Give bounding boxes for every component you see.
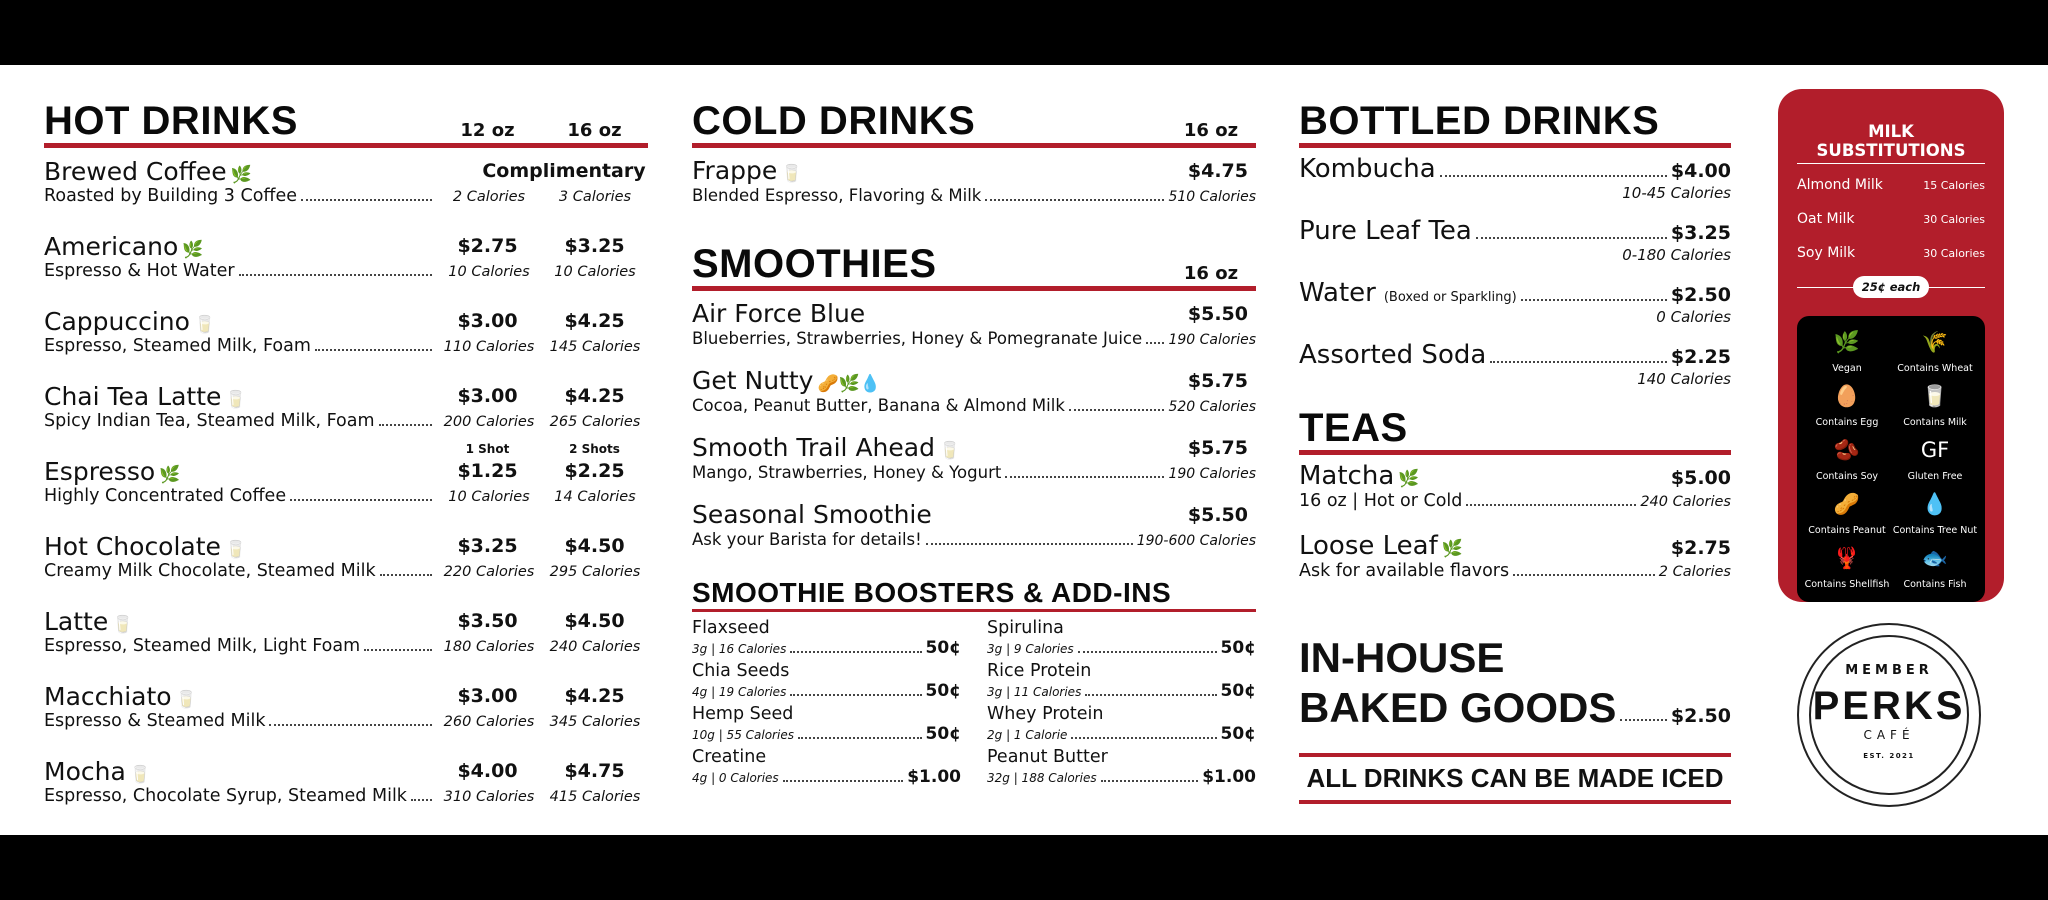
tea-item: [1299, 531, 1731, 601]
price-small: $3.50: [457, 610, 518, 632]
calories-large: 415 Calories: [549, 789, 641, 805]
item-name: Assorted Soda: [1299, 340, 1487, 370]
calories-small: 110 Calories: [443, 339, 535, 355]
smoothies-item: [692, 297, 1256, 364]
item-name: Pure Leaf Tea: [1299, 216, 1472, 246]
milk-title: MILK SUBSTITUTIONS: [1797, 119, 1985, 164]
dot-leader: [364, 649, 432, 651]
booster-name: Spirulina: [987, 618, 1064, 638]
booster-name: Rice Protein: [987, 661, 1092, 681]
price: $5.50: [1187, 303, 1248, 325]
smoothies-item: [692, 431, 1256, 498]
price: $4.75: [1187, 160, 1248, 182]
calories: 10-45 Calories: [1622, 184, 1731, 202]
vegan-icon: 🌿: [1398, 469, 1420, 489]
calories-large: 145 Calories: [549, 339, 641, 355]
calories-large: 240 Calories: [549, 639, 641, 655]
calories-large: 10 Calories: [554, 264, 636, 280]
item-name: Mocha: [44, 757, 126, 786]
vegan-icon: 🌿: [230, 165, 252, 185]
size-large-label: 16 oz: [567, 120, 622, 141]
price-small: $1.25: [457, 460, 518, 482]
item-description: Roasted by Building 3 Coffee: [44, 186, 298, 206]
item-description: Creamy Milk Chocolate, Steamed Milk: [44, 561, 376, 581]
price: $5.75: [1187, 370, 1248, 392]
hot-drink-item: [44, 679, 648, 754]
booster-item: [987, 618, 1256, 661]
item-name: Frappe: [692, 156, 778, 185]
legend-label: Contains Milk: [1903, 417, 1967, 428]
booster-calories: 3g | 16 Calories: [692, 642, 787, 656]
calories-small: 220 Calories: [443, 564, 535, 580]
price-large: $2.25: [564, 460, 625, 482]
dot-leader: [798, 737, 922, 739]
allergen-legend: [1797, 316, 1985, 602]
dot-leader: [1069, 409, 1165, 411]
dot-leader: [1005, 476, 1164, 478]
price: $5.50: [1187, 504, 1248, 526]
item-name: Kombucha: [1299, 154, 1436, 184]
legend-item: [1803, 490, 1891, 540]
booster-item: [692, 661, 961, 704]
legend-item: [1803, 328, 1891, 378]
iced-banner: ALL DRINKS CAN BE MADE ICED: [1299, 753, 1731, 804]
hot-drink-item: [44, 754, 648, 829]
tea-item: [1299, 461, 1731, 531]
legend-label: Gluten Free: [1907, 471, 1963, 482]
booster-price: $1.00: [907, 767, 961, 787]
item-description: Ask your Barista for details!: [692, 530, 922, 549]
vegan-icon: 🌿: [1833, 330, 1861, 354]
milk-icon: 🥛: [193, 315, 216, 335]
booster-calories: 3g | 11 Calories: [987, 685, 1082, 699]
milk-calories: 15 Calories: [1923, 178, 1985, 192]
milk-calories: 30 Calories: [1923, 212, 1985, 226]
booster-name: Peanut Butter: [987, 747, 1108, 767]
dot-leader: [790, 651, 921, 653]
menu-board: [0, 65, 2048, 835]
item-note: (Boxed or Sparkling): [1383, 290, 1517, 305]
item-description: Mango, Strawberries, Honey & Yogurt: [692, 463, 1002, 482]
booster-price: 50¢: [925, 638, 961, 658]
price-small: $3.25: [457, 535, 518, 557]
section-title: SMOOTHIES: [692, 242, 937, 286]
dot-leader: [1440, 175, 1667, 177]
item-description: Espresso, Chocolate Syrup, Steamed Milk: [44, 786, 407, 806]
booster-name: Hemp Seed: [692, 704, 794, 724]
vegan-icon: 🌿: [1441, 539, 1463, 559]
item-name: Americano: [44, 232, 179, 261]
dot-leader: [1101, 780, 1199, 782]
calories: 240 Calories: [1640, 494, 1731, 510]
section-title: BOTTLED DRINKS: [1299, 99, 1660, 143]
wheat-icon: 🌾: [1921, 330, 1949, 354]
dot-leader: [1513, 574, 1655, 576]
legend-label: Contains Peanut: [1808, 525, 1886, 536]
badge-name: PERKS: [1812, 684, 1966, 728]
booster-item: [692, 618, 961, 661]
legend-item: [1891, 382, 1979, 432]
booster-calories: 4g | 0 Calories: [692, 771, 779, 785]
dot-leader: [1521, 299, 1667, 301]
calories-small: 10 Calories: [448, 489, 530, 505]
legend-item: [1891, 490, 1979, 540]
dot-leader: [1085, 694, 1216, 696]
booster-name: Creatine: [692, 747, 767, 767]
shellfish-icon: 🦞: [1833, 546, 1861, 570]
booster-name: Whey Protein: [987, 704, 1104, 724]
milk-icon: 🥛: [225, 390, 247, 410]
booster-calories: 10g | 55 Calories: [692, 728, 794, 742]
item-name: Chai Tea Latte: [44, 382, 222, 411]
dot-leader: [315, 349, 432, 351]
legend-label: Contains Wheat: [1897, 363, 1973, 374]
booster-name: Flaxseed: [692, 618, 770, 638]
item-description: Highly Concentrated Coffee: [44, 486, 287, 506]
section-title: SMOOTHIE BOOSTERS & ADD-INS: [692, 577, 1172, 608]
teas-header: [1299, 408, 1731, 455]
badge-member: MEMBER: [1845, 663, 1933, 678]
vegan-icon: 🌿: [182, 240, 204, 260]
dot-leader: [379, 424, 432, 426]
item-name: Macchiato: [44, 682, 172, 711]
legend-item: [1891, 328, 1979, 378]
hot-drink-item: [44, 154, 648, 229]
item-description: Blueberries, Strawberries, Honey & Pomegranate Juice: [692, 329, 1143, 348]
hot-drink-item: [44, 229, 648, 304]
booster-calories: 3g | 9 Calories: [987, 642, 1074, 656]
legend-label: Contains Shellfish: [1804, 579, 1890, 590]
calories: 520 Calories: [1168, 399, 1256, 415]
gluten-free-icon: GF: [1920, 438, 1950, 462]
allergen-icons: 🥜🌿💧: [817, 374, 881, 394]
bottled-header: [1299, 101, 1731, 148]
calories-large: 345 Calories: [549, 714, 641, 730]
price-small: $3.00: [457, 685, 518, 707]
bottled-item: [1299, 278, 1731, 340]
item-description: Blended Espresso, Flavoring & Milk: [692, 186, 982, 205]
calories-small: 310 Calories: [443, 789, 535, 805]
legend-item: [1891, 544, 1979, 594]
shot-label: 2 Shots: [569, 442, 620, 456]
item-description: Spicy Indian Tea, Steamed Milk, Foam: [44, 411, 375, 431]
shot-label: 1 Shot: [465, 442, 510, 456]
fish-icon: 🐟: [1921, 546, 1949, 570]
price-large: $4.25: [564, 685, 625, 707]
price-large: $4.50: [564, 535, 625, 557]
booster-price: 50¢: [1220, 638, 1256, 658]
milk-option: [1797, 202, 1985, 236]
item-name: Seasonal Smoothie: [692, 500, 932, 529]
badge-sub: CAFÉ: [1863, 728, 1915, 742]
hot-drink-item: [44, 604, 648, 679]
bottled-item: [1299, 216, 1731, 278]
badge-est: EST. 2021: [1863, 752, 1915, 760]
item-description: Espresso, Steamed Milk, Foam: [44, 336, 311, 356]
dot-leader: [1146, 342, 1164, 344]
calories: 0-180 Calories: [1622, 246, 1731, 264]
price-divider: [1797, 276, 1985, 300]
smoothies-header: [692, 244, 1256, 291]
price-large: $4.25: [564, 385, 625, 407]
price-complimentary: Complimentary: [482, 160, 646, 182]
price: $2.25: [1670, 346, 1731, 368]
price: $4.00: [1670, 160, 1731, 182]
legend-item: [1803, 544, 1891, 594]
dot-leader: [1476, 237, 1667, 239]
milk-icon: 🥛: [1921, 384, 1949, 408]
dot-leader: [239, 274, 432, 276]
dot-leader: [411, 799, 432, 801]
item-name: Matcha: [1299, 461, 1395, 491]
dot-leader: [985, 199, 1164, 201]
smoothies-item: [692, 364, 1256, 431]
legend-label: Contains Egg: [1815, 417, 1879, 428]
milk-name: Oat Milk: [1797, 211, 1855, 227]
item-name: Latte: [44, 607, 109, 636]
item-name: Smooth Trail Ahead: [692, 433, 935, 462]
size-label: 16 oz: [1183, 263, 1239, 284]
milk-icon: 🥛: [112, 615, 134, 635]
boosters-grid: [692, 618, 1256, 790]
price: $2.75: [1670, 537, 1731, 559]
calories: 2 Calories: [1658, 564, 1731, 580]
calories: 190-600 Calories: [1136, 533, 1256, 549]
milk-option: [1797, 168, 1985, 202]
dot-leader: [290, 499, 432, 501]
baked-price: $2.50: [1670, 705, 1731, 727]
bottled-column: [1299, 101, 1731, 804]
allergen-icons: 🥛: [781, 164, 803, 184]
tree-nut-icon: 💧: [1921, 492, 1949, 516]
legend-item: [1803, 382, 1891, 432]
size-label: 16 oz: [1183, 120, 1239, 141]
milk-calories: 30 Calories: [1923, 246, 1985, 260]
calories-small: 180 Calories: [443, 639, 535, 655]
milk-icon: 🥛: [175, 690, 197, 710]
item-name: Cappuccino: [44, 307, 190, 336]
cold-column: [692, 101, 1256, 790]
hot-drink-item: [44, 304, 648, 379]
price-small: $2.75: [457, 235, 518, 257]
milk-option: [1797, 236, 1985, 270]
calories: 140 Calories: [1637, 370, 1731, 388]
dot-leader: [1620, 719, 1667, 721]
calories: 510 Calories: [1168, 189, 1256, 205]
dot-leader: [380, 574, 432, 576]
legend-item: [1803, 436, 1891, 486]
milk-price-badge: 25¢ each: [1853, 276, 1929, 298]
dot-leader: [269, 724, 432, 726]
item-description: 16 oz | Hot or Cold: [1299, 491, 1463, 511]
section-title: HOT DRINKS: [44, 99, 298, 143]
booster-item: [987, 747, 1256, 790]
price-large: $3.25: [564, 235, 625, 257]
price: $3.25: [1670, 222, 1731, 244]
booster-item: [692, 747, 961, 790]
price-large: $4.25: [564, 310, 625, 332]
dot-leader: [1490, 361, 1667, 363]
baked-line2: BAKED GOODS: [1299, 684, 1617, 731]
item-name: Water: [1299, 278, 1376, 308]
item-description: Espresso & Hot Water: [44, 261, 235, 281]
legend-label: Contains Tree Nut: [1892, 525, 1978, 536]
calories-large: 265 Calories: [549, 414, 641, 430]
price-large: $4.50: [564, 610, 625, 632]
section-title: COLD DRINKS: [692, 99, 976, 143]
size-small-label: 12 oz: [460, 120, 515, 141]
price: $5.00: [1670, 467, 1731, 489]
dot-leader: [1071, 737, 1216, 739]
booster-calories: 4g | 19 Calories: [692, 685, 787, 699]
cold-drinks-header: [692, 101, 1256, 148]
peanut-icon: 🥜: [1833, 492, 1861, 516]
item-name: Loose Leaf: [1299, 531, 1438, 561]
boosters-header: [692, 579, 1256, 612]
soy-icon: 🫘: [1833, 438, 1861, 462]
price: $2.50: [1670, 284, 1731, 306]
dot-leader: [1078, 651, 1217, 653]
price: $5.75: [1187, 437, 1248, 459]
booster-item: [987, 704, 1256, 747]
milk-name: Soy Milk: [1797, 245, 1856, 261]
booster-item: [692, 704, 961, 747]
calories: 0 Calories: [1656, 308, 1731, 326]
calories-large: 14 Calories: [554, 489, 636, 505]
milk-icon: 🥛: [224, 540, 247, 560]
booster-price: 50¢: [1220, 681, 1256, 701]
dot-leader: [301, 199, 432, 201]
legend-label: Contains Fish: [1903, 579, 1967, 590]
hot-drink-item: [44, 442, 648, 529]
baked-goods: [1299, 633, 1731, 733]
milk-icon: 🥛: [129, 765, 151, 785]
booster-price: 50¢: [1220, 724, 1256, 744]
price-large: $4.75: [564, 760, 625, 782]
milk-substitutions-panel: [1778, 89, 2004, 602]
booster-name: Chia Seeds: [692, 661, 790, 681]
hot-drinks-header: [44, 101, 648, 148]
calories-large: 3 Calories: [558, 189, 632, 205]
item-name: Get Nutty: [692, 366, 814, 395]
item-description: Cocoa, Peanut Butter, Banana & Almond Milk: [692, 396, 1065, 415]
calories-large: 295 Calories: [549, 564, 641, 580]
bottled-item: [1299, 154, 1731, 216]
booster-calories: 32g | 188 Calories: [987, 771, 1097, 785]
egg-icon: 🥚: [1833, 384, 1861, 408]
milk-name: Almond Milk: [1797, 177, 1883, 193]
item-description: Ask for available flavors: [1299, 561, 1510, 581]
perks-cafe-badge: [1797, 623, 1981, 807]
item-name: Hot Chocolate: [44, 532, 221, 561]
bottled-item: [1299, 340, 1731, 402]
hot-drinks-section: [44, 101, 648, 829]
item-name: Brewed Coffee: [44, 157, 227, 186]
smoothies-item: [692, 498, 1256, 565]
booster-price: 50¢: [925, 724, 961, 744]
item-name: Espresso: [44, 457, 156, 486]
booster-price: $1.00: [1202, 767, 1256, 787]
item-description: Espresso & Steamed Milk: [44, 711, 266, 731]
baked-line1: IN-HOUSE: [1299, 634, 1505, 681]
booster-calories: 2g | 1 Calorie: [987, 728, 1068, 742]
calories: 190 Calories: [1168, 332, 1256, 348]
hot-drink-item: [44, 529, 648, 604]
booster-price: 50¢: [925, 681, 961, 701]
vegan-icon: 🌿: [159, 465, 181, 485]
dot-leader: [926, 543, 1133, 545]
item-name: Air Force Blue: [692, 299, 866, 328]
price-small: $3.00: [457, 310, 518, 332]
section-title: TEAS: [1299, 406, 1408, 450]
price-small: $4.00: [457, 760, 518, 782]
legend-label: Vegan: [1832, 363, 1862, 374]
allergen-icons: 🥛: [938, 441, 961, 461]
dot-leader: [1466, 504, 1636, 506]
calories-small: 260 Calories: [443, 714, 535, 730]
cold-item: [692, 154, 1256, 216]
calories-small: 10 Calories: [448, 264, 530, 280]
dot-leader: [783, 780, 904, 782]
item-description: Espresso, Steamed Milk, Light Foam: [44, 636, 361, 656]
dot-leader: [790, 694, 921, 696]
calories: 190 Calories: [1168, 466, 1256, 482]
booster-item: [987, 661, 1256, 704]
calories-small: 2 Calories: [452, 189, 526, 205]
legend-item: [1891, 436, 1979, 486]
calories-small: 200 Calories: [443, 414, 535, 430]
price-small: $3.00: [457, 385, 518, 407]
legend-label: Contains Soy: [1815, 471, 1879, 482]
